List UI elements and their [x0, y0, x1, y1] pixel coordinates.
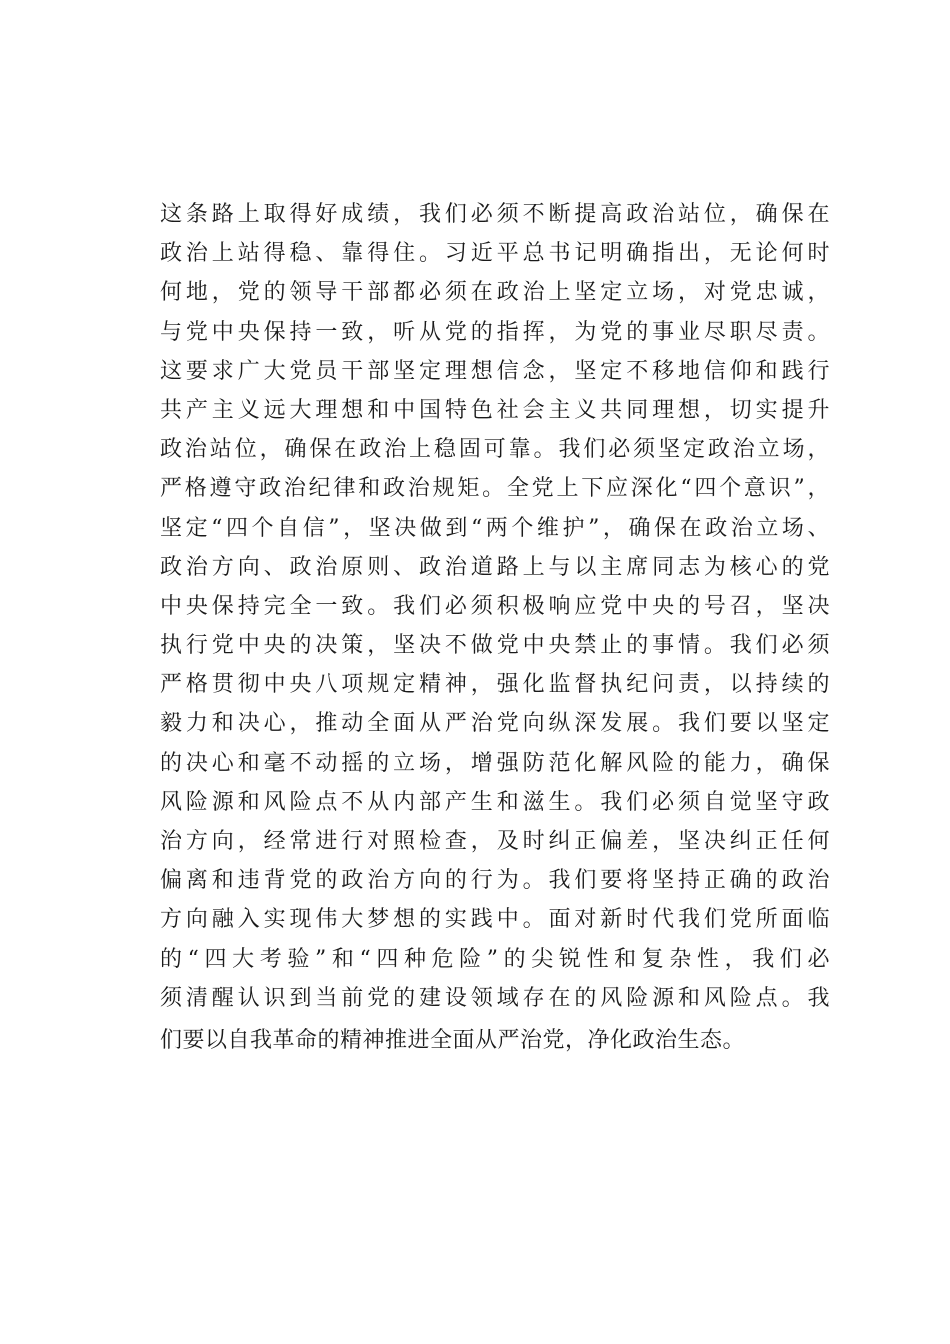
- text-line: 共产主义远大理想和中国特色社会主义共同理想，切实提升: [160, 397, 830, 423]
- text-line: 与党中央保持一致，听从党的指挥，为党的事业尽职尽责。: [160, 319, 830, 345]
- text-line: 治方向，经常进行对照检查，及时纠正偏差，坚决纠正任何: [160, 829, 830, 854]
- text-line: 偏离和违背党的政治方向的行为。我们要将坚持正确的政治: [160, 868, 830, 894]
- text-line: 须清醒认识到当前党的建设领域存在的风险源和风险点。我: [160, 985, 830, 1011]
- text-line: 中央保持完全一致。我们必须积极响应党中央的号召，坚决: [160, 593, 830, 619]
- text-line: 们要以自我革命的精神推进全面从严治党，净化政治生态。: [160, 1027, 746, 1053]
- text-line: 严格贯彻中央八项规定精神，强化监督执纪问责，以持续的: [160, 672, 830, 698]
- text-line: 执行党中央的决策，坚决不做党中央禁止的事情。我们必须: [160, 633, 830, 659]
- text-line: 坚定“四个自信”，坚决做到“两个维护”，确保在政治立场、: [160, 515, 830, 541]
- body-paragraph: [160, 195, 830, 1060]
- text-line: 方向融入实现伟大梦想的实践中。面对新时代我们党所面临: [160, 907, 830, 933]
- text-line: 风险源和风险点不从内部产生和滋生。我们必须自觉坚守政: [160, 789, 830, 815]
- text-line: 毅力和决心，推动全面从严治党向纵深发展。我们要以坚定: [160, 711, 830, 737]
- text-line: 何地，党的领导干部都必须在政治上坚定立场，对党忠诚，: [160, 280, 830, 306]
- text-line: 政治上站得稳、靠得住。习近平总书记明确指出，无论何时: [160, 241, 830, 267]
- text-line: 这要求广大党员干部坚定理想信念，坚定不移地信仰和践行: [160, 358, 830, 384]
- text-line: 政治方向、政治原则、政治道路上与以主席同志为核心的党: [160, 554, 830, 580]
- text-line: 的“四大考验”和“四种危险”的尖锐性和复杂性，我们必: [160, 946, 830, 972]
- text-line: 这条路上取得好成绩，我们必须不断提高政治站位，确保在: [160, 202, 830, 227]
- text-line: 的决心和毫不动摇的立场，增强防范化解风险的能力，确保: [160, 750, 830, 776]
- text-line: 政治站位，确保在政治上稳固可靠。我们必须坚定政治立场，: [160, 437, 830, 463]
- text-line: 严格遵守政治纪律和政治规矩。全党上下应深化“四个意识”，: [160, 476, 830, 502]
